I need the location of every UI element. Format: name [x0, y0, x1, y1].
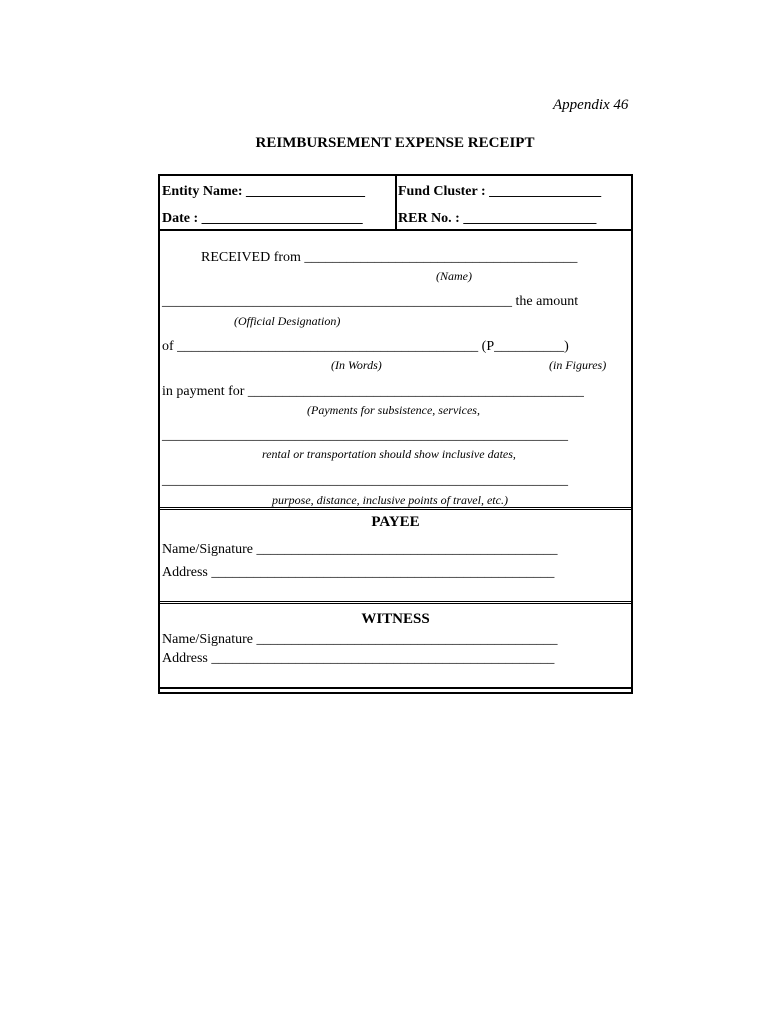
payment-for-field[interactable]: in payment for ________________________________________________ — [162, 384, 584, 399]
header-divider — [395, 176, 397, 229]
witness-heading: WITNESS — [361, 611, 430, 627]
witness-top-line — [160, 601, 631, 604]
header-bottom-line — [160, 229, 631, 231]
date-field[interactable]: Date : _______________________ — [162, 211, 363, 226]
payee-name-signature-field[interactable]: Name/Signature ___________________________________________ — [162, 542, 558, 557]
witness-address-field[interactable]: Address _________________________________________________ — [162, 651, 555, 666]
payment-caption-1: (Payments for subsistence, services, — [307, 403, 480, 417]
payment-caption-2: rental or transportation should show inclusive dates, — [262, 447, 516, 461]
payment-blank-line-1[interactable]: __________________________________________________________ — [162, 428, 568, 443]
payee-address-field[interactable]: Address _________________________________________________ — [162, 565, 555, 580]
amount-field[interactable]: of ___________________________________________ (P__________) — [162, 339, 569, 354]
payment-blank-line-2[interactable]: __________________________________________________________ — [162, 473, 568, 488]
payee-heading: PAYEE — [371, 514, 420, 530]
form-bottom-inner-line — [160, 687, 631, 689]
name-caption: (Name) — [436, 269, 472, 283]
document-title: REIMBURSEMENT EXPENSE RECEIPT — [255, 135, 535, 151]
payee-top-line — [160, 507, 631, 510]
witness-name-signature-field[interactable]: Name/Signature ___________________________________________ — [162, 632, 558, 647]
designation-caption: (Official Designation) — [234, 314, 341, 328]
appendix-label: Appendix 46 — [553, 97, 629, 113]
designation-field[interactable]: __________________________________________________ the amount — [162, 294, 579, 309]
fund-cluster-field[interactable]: Fund Cluster : ________________ — [398, 184, 602, 199]
received-from-field[interactable]: RECEIVED from _______________________________________ — [201, 250, 578, 265]
payment-caption-3: purpose, distance, inclusive points of travel, etc.) — [272, 493, 508, 507]
in-words-caption: (In Words) — [331, 358, 382, 372]
receipt-form — [158, 174, 633, 694]
rer-no-field[interactable]: RER No. : ___________________ — [398, 211, 597, 226]
entity-name-field[interactable]: Entity Name: _________________ — [162, 184, 365, 199]
in-figures-caption: (in Figures) — [549, 358, 607, 372]
